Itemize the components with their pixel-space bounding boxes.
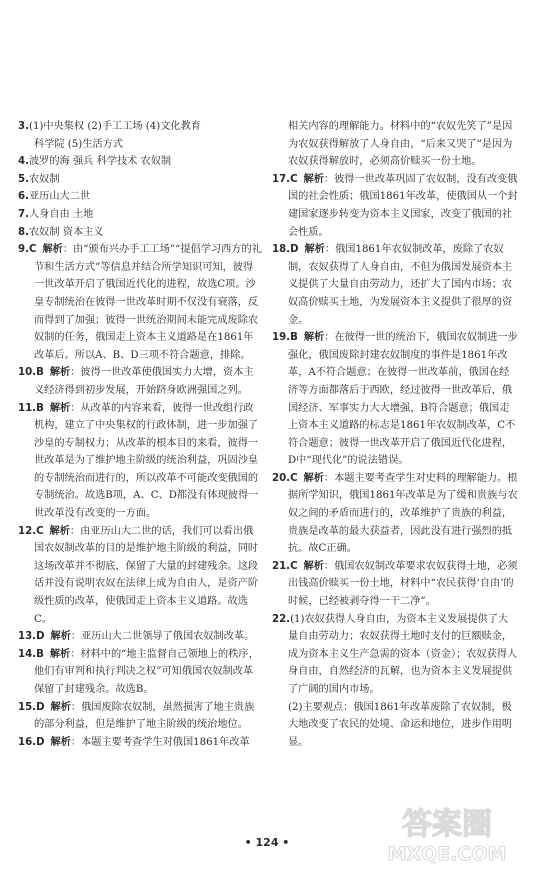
answer-4: 4.波罗的海 强兵 科学技术 农奴制 — [18, 156, 172, 168]
answer-9: 9.C 解析：由“颁布兴办手工工场”“提倡学习西方的礼节和生活方式”等信息并结合所学知识可知，彼得一世改革开启了俄国近代化的进程，故选C项。沙皇专制统治在彼得一世改革时期不仅没有衰落，反而得到了加强；彼得一世统治期间未能完成废除农奴制的任务，俄国走上资本主义道路是在1861年改革后。所以A、B、D三项不符合题意，排除。 — [18, 244, 262, 361]
answer-13: 13.D 解析：亚历山大二世领导了俄国农奴制改革。 — [18, 631, 255, 643]
page-number: • 124 • — [244, 836, 290, 849]
watermark-logo — [372, 800, 522, 866]
answer-22: 22.(1)农奴获得人身自由，为资本主义发展提供了大量自由劳动力；农奴获得土地时支付的巨额赎金，成为资本主义生产急需的资本（资金）；农奴获得人身自由，自然经济的瓦解，也为资本主义发展提供了广阔的国内市场。 — [272, 613, 518, 695]
answer-14: 14.B 解析：材料中的“地主监督自己领地上的秩序，他们有审判和执行判决之权”可知俄国农奴制改革保留了封建残余。故选B。 — [18, 648, 259, 695]
left-column — [18, 118, 262, 751]
answer-12: 12.C 解析：由亚历山大二世的话，我们可以看出俄国农奴制改革的目的是维护地主阶级的利益，同时这场改革并不彻底，保留了大量的封建残余。这段话并没有说明农奴在法律上成为自由人，是资产阶级性质的改革，使俄国走上资本主义道路。故选C。 — [18, 525, 259, 625]
answer-5: 5.农奴制 — [18, 173, 60, 185]
right-column — [272, 118, 518, 751]
answer-6: 6.亚历山大二世 — [18, 191, 91, 203]
answer-15: 15.D 解析：俄国废除农奴制，虽然损害了地主贵族的部分利益，但是维护了地主阶级的统治地位。 — [18, 701, 255, 731]
answer-18: 18.D 解析：俄国1861年农奴制改革，废除了农奴制，农奴获得了人身自由，不但为俄国发展资本主义提供了大量自由劳动力，还扩大了国内市场；农奴高价赎买土地，为发展资本主义提供了很厚的资金。 — [272, 244, 513, 326]
answer-7: 7.人身自由 土地 — [18, 208, 94, 220]
answer-17: 17.C 解析：彼得一世改革巩固了农奴制，没有改变俄国的社会性质；俄国1861年改革，使俄国从一个封建国家逐步转变为资本主义国家，改变了俄国的社会性质。 — [272, 173, 518, 238]
answer-21: 21.C 解析：俄国农奴制改革要求农奴获得土地，必须出钱高价赎买一份土地，材料中“农民获得‘自由’的时候，已经被剥夺得一干二净”。 — [272, 560, 518, 608]
answer-3: 3.(1)中央集权 (2)手工工场 (4)文化教育 科学院 (5)生活方式 — [18, 121, 201, 150]
answer-16: 16.D 解析：本题主要考查学生对俄国1861年改革 — [18, 736, 250, 748]
svg-text:答案圈: 答案圈 — [402, 807, 492, 842]
svg-text:MXQE.COM: MXQE.COM — [387, 843, 507, 865]
answer-11: 11.B 解析：从改革的内容来看，彼得一世改组行政机构，建立了中央集权的行政体制，进一步加强了沙皇的专制权力；从改革的根本目的来看，彼得一世改革是为了维护地主阶级的统治利益，巩固沙皇的专制统治而进行的，所以改革不可能改变俄国的专制统治。故选B项，A、C、D都没有体现彼得一世改革没有改变的一方面。 — [18, 402, 259, 520]
watermark-logo-graphic — [372, 800, 522, 866]
answer-16-continued: 相关内容的理解能力。材料中的“农奴先笑了”是因为农奴获得解放了人身自由，“后来又哭了”是因为农奴获得解放时，必须高价赎买一份土地。 — [288, 121, 513, 168]
answer-22-part-2: (2)主要观点：俄国1861年改革废除了农奴制，极大地改变了农民的处境、命运和地位，进步作用明显。 — [288, 701, 513, 748]
answer-20: 20.C 解析：本题主要考查学生对史料的理解能力。根据所学知识，俄国1861年改革是为了缓和贵族与农奴之间的矛盾而进行的，改革维护了贵族的利益，贵族是改革的最大获益者，因此没有进行强烈的抵抗。故C正确。 — [272, 472, 518, 555]
answer-8: 8.农奴制 资本主义 — [18, 226, 104, 238]
answer-10: 10.B 解析：彼得一世改革使俄国实力大增，资本主义经济得到初步发展，开始跻身欧洲强国之列。 — [18, 367, 254, 396]
answer-19: 19.B 解析：在彼得一世的统治下，俄国农奴制进一步强化，俄国废除封建农奴制度的事件是1861年改革，A不符合题意；在彼得一世改革前，俄国在经济等方面都落后于西欧，经过彼得一世改革后，俄国经济、军事实力大大增强，B符合题意；俄国走上资本主义道路的标志是1861年农奴制改革，C不符合题意；彼得一世改革开启了俄国近代化进程，D中“现代化”的说法错误。 — [272, 332, 518, 467]
